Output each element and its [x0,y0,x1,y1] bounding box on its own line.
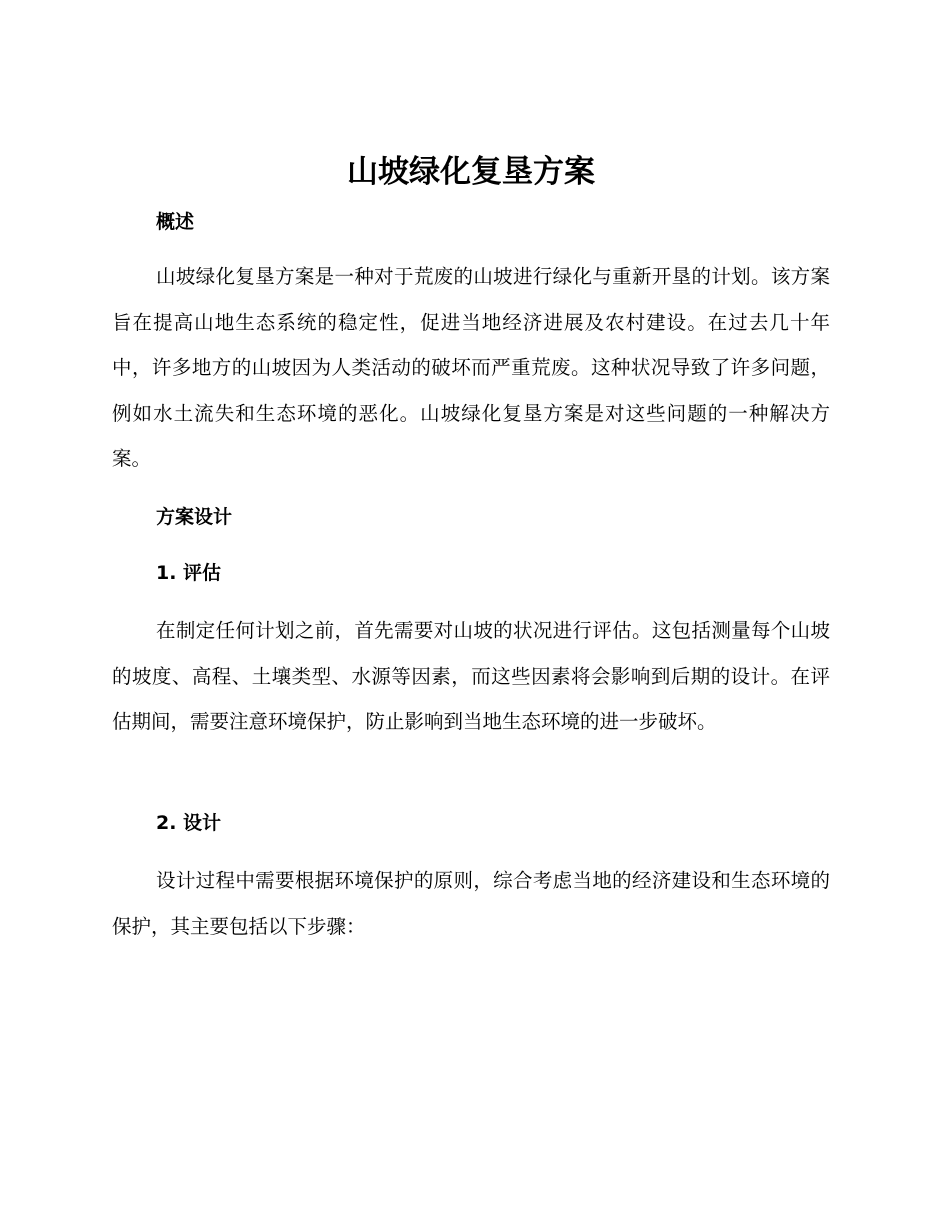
step1-paragraph: 在制定任何计划之前，首先需要对山坡的状况进行评估。这包括测量每个山坡的坡度、高程、土壤类型、水源等因素，而这些因素将会影响到后期的设计。在评估期间，需要注意环境保护，防止影响到当地生态环境的进一步破坏。 [112,619,830,733]
design-heading: 方案设计 [156,506,233,528]
step1-heading: 1. 评估 [156,562,222,584]
overview-paragraph: 山坡绿化复垦方案是一种对于荒废的山坡进行绿化与重新开垦的计划。该方案旨在提高山地生态系统的稳定性，促进当地经济进展及农村建设。在过去几十年中，许多地方的山坡因为人类活动的破坏而严重荒废。这种状况导致了许多问题，例如水土流失和生态环境的恶化。山坡绿化复垦方案是对这些问题的一种解决方案。 [112,265,830,470]
step2-paragraph: 设计过程中需要根据环境保护的原则，综合考虑当地的经济建设和生态环境的保护，其主要包括以下步骤： [112,869,830,938]
document-title: 山坡绿化复垦方案 [347,154,595,190]
step2-heading: 2. 设计 [156,812,222,834]
overview-heading: 概述 [156,211,195,233]
